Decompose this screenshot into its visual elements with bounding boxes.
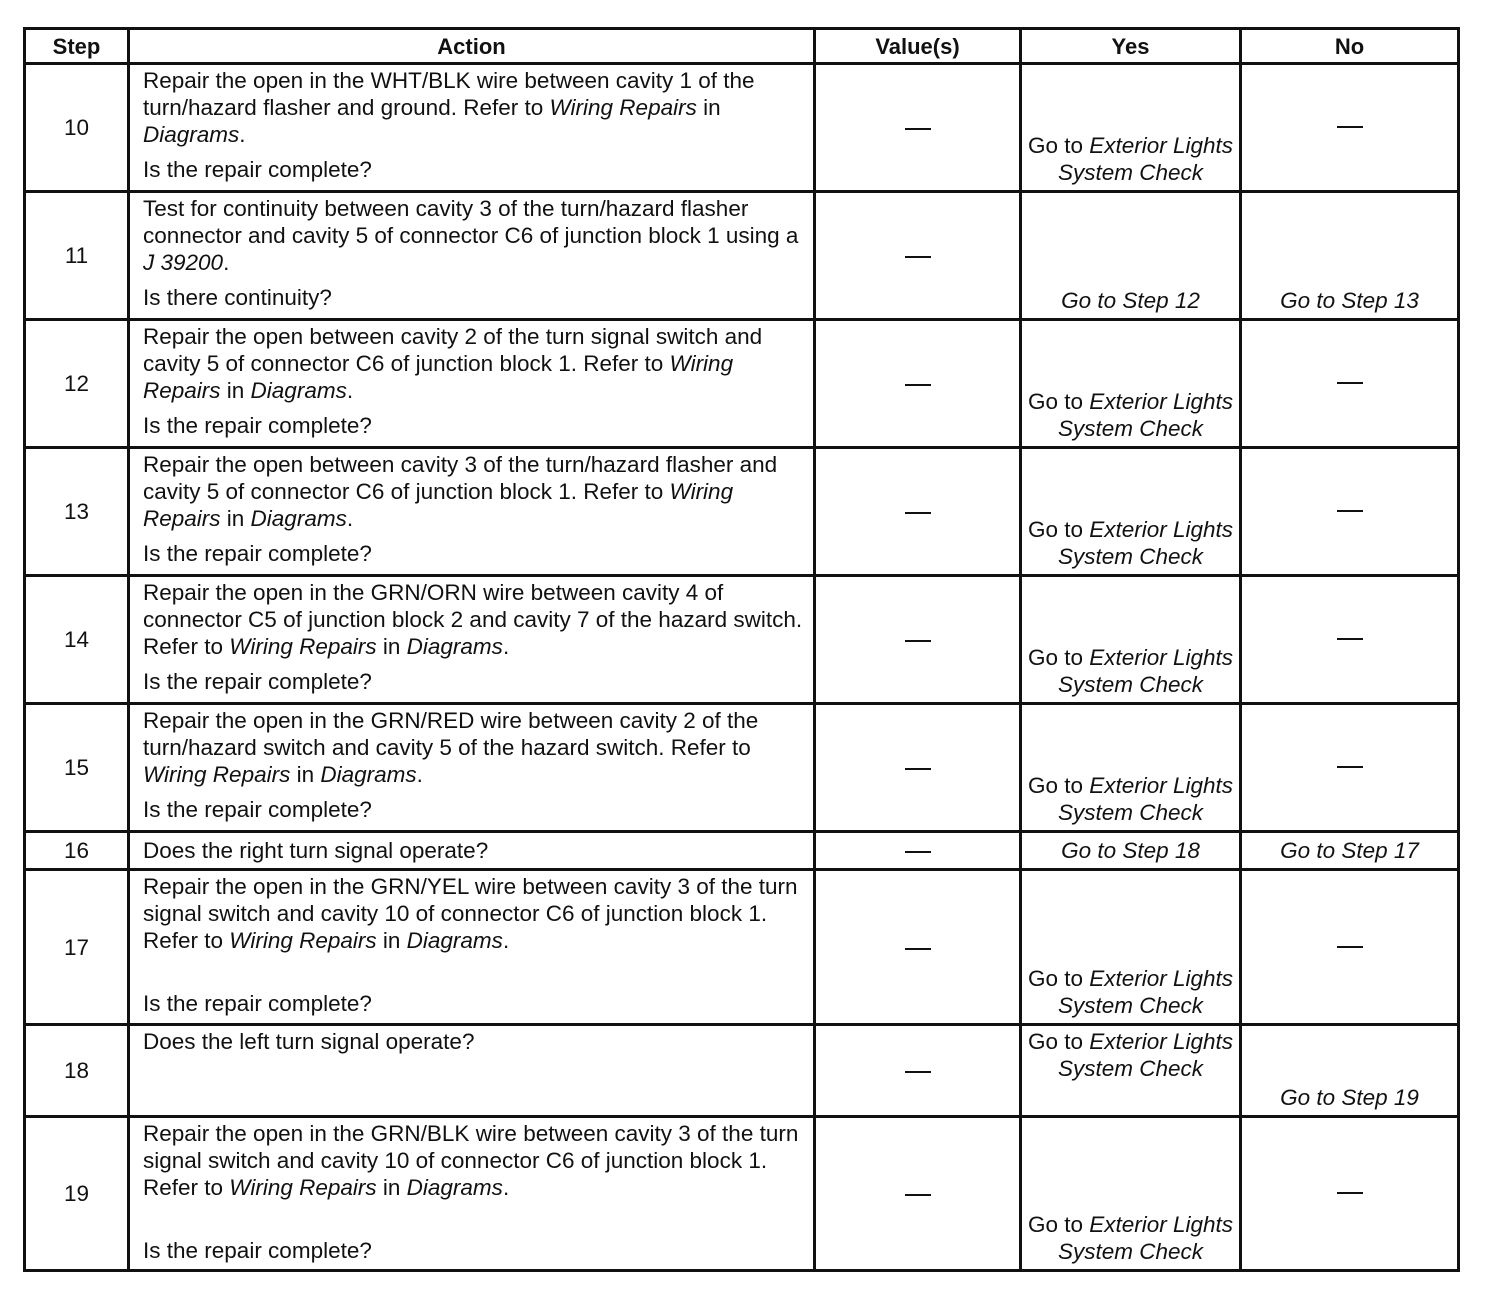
value-cell <box>815 870 1021 1025</box>
step-cell: 15 <box>25 704 129 832</box>
yes-text: Go to Exterior Lights System Check <box>1027 645 1234 697</box>
step-cell: 12 <box>25 320 129 448</box>
value-text <box>905 243 931 268</box>
action-cell <box>129 870 815 1025</box>
dash-mark <box>1337 126 1363 128</box>
italic-reference: Go to Step 19 <box>1280 1085 1419 1110</box>
no-cell <box>1241 704 1459 832</box>
dash-mark <box>905 256 931 258</box>
no-cell <box>1241 1117 1459 1271</box>
action-question: Is the repair complete? <box>143 1238 372 1263</box>
diagnostic-table <box>23 27 1460 1272</box>
yes-text: Go to Exterior Lights System Check <box>1027 1212 1234 1264</box>
no-cell <box>1241 320 1459 448</box>
italic-reference: Go to Step 17 <box>1280 838 1419 863</box>
no-cell <box>1241 1025 1459 1117</box>
step-cell: 11 <box>25 192 129 320</box>
table-row <box>25 1025 1459 1117</box>
table-row <box>25 64 1459 192</box>
yes-cell <box>1021 192 1241 320</box>
action-cell <box>129 576 815 704</box>
dash-mark <box>1337 1192 1363 1194</box>
step-cell: 17 <box>25 870 129 1025</box>
action-cell <box>129 1117 815 1271</box>
step-cell: 16 <box>25 832 129 870</box>
table-body <box>25 64 1459 1271</box>
yes-text: Go to Exterior Lights System Check <box>1027 517 1234 569</box>
action-question: Is the repair complete? <box>143 413 372 438</box>
value-text <box>905 1181 931 1206</box>
yes-text <box>1061 838 1200 863</box>
action-cell <box>129 320 815 448</box>
value-text <box>905 755 931 780</box>
action-text: Does the left turn signal operate? <box>143 1029 475 1054</box>
yes-cell <box>1021 64 1241 192</box>
italic-reference: Go to Step 12 <box>1061 288 1200 313</box>
table-row <box>25 192 1459 320</box>
dash-mark <box>905 128 931 130</box>
no-text <box>1337 1179 1363 1204</box>
header-no: No <box>1241 29 1459 64</box>
yes-cell <box>1021 320 1241 448</box>
italic-reference: Exterior Lights System Check <box>1057 1212 1234 1264</box>
italic-reference: Diagrams <box>250 378 347 403</box>
no-text <box>1337 369 1363 394</box>
header-yes: Yes <box>1021 29 1241 64</box>
action-text: Repair the open in the GRN/RED wire between cavity 2 of the turn/hazard switch and cavity 5 of the hazard switch. Refer to Wiring Repairs in Diagrams. <box>143 708 759 787</box>
value-text <box>905 1058 931 1083</box>
value-cell <box>815 1117 1021 1271</box>
yes-cell <box>1021 704 1241 832</box>
value-text <box>905 627 931 652</box>
table-row <box>25 832 1459 870</box>
step-cell: 19 <box>25 1117 129 1271</box>
italic-reference: Wiring Repairs <box>143 479 734 531</box>
italic-reference: Diagrams <box>320 762 417 787</box>
yes-text: Go to Exterior Lights System Check <box>1027 389 1234 441</box>
no-cell <box>1241 448 1459 576</box>
dash-mark <box>1337 510 1363 512</box>
step-cell: 13 <box>25 448 129 576</box>
no-cell <box>1241 870 1459 1025</box>
action-cell <box>129 64 815 192</box>
action-text: Repair the open in the GRN/ORN wire between cavity 4 of connector C5 of junction block 2 and cavity 7 of the hazard switch. Refer to Wiring Repairs in Diagrams. <box>143 580 803 659</box>
table-row <box>25 320 1459 448</box>
no-text <box>1337 497 1363 522</box>
value-cell <box>815 192 1021 320</box>
action-text: Repair the open in the GRN/BLK wire between cavity 3 of the turn signal switch and cavity 10 of connector C6 of junction block 1. Refer to Wiring Repairs in Diagrams. <box>143 1121 799 1200</box>
no-text <box>1337 753 1363 778</box>
yes-text: Go to Exterior Lights System Check <box>1027 773 1234 825</box>
italic-reference: Wiring Repairs <box>229 928 377 953</box>
header-action: Action <box>129 29 815 64</box>
dash-mark <box>905 512 931 514</box>
italic-reference: Diagrams <box>406 634 503 659</box>
yes-text <box>1061 288 1200 313</box>
yes-cell <box>1021 448 1241 576</box>
italic-reference: Diagrams <box>250 506 347 531</box>
step-cell: 14 <box>25 576 129 704</box>
dash-mark <box>905 851 931 853</box>
table-row <box>25 448 1459 576</box>
action-text: Repair the open between cavity 3 of the turn/hazard flasher and cavity 5 of connector C6 of junction block 1. Refer to Wiring Repairs in Diagrams. <box>143 452 778 531</box>
yes-text: Go to Exterior Lights System Check <box>1027 966 1234 1018</box>
italic-reference: Exterior Lights System Check <box>1057 517 1234 569</box>
value-text <box>905 499 931 524</box>
italic-reference: Diagrams <box>406 1175 503 1200</box>
step-cell: 18 <box>25 1025 129 1117</box>
italic-reference: Wiring Repairs <box>143 351 734 403</box>
no-text <box>1280 1085 1419 1110</box>
value-text <box>905 838 931 863</box>
italic-reference: Diagrams <box>406 928 503 953</box>
yes-cell <box>1021 576 1241 704</box>
yes-cell <box>1021 870 1241 1025</box>
action-question: Is the repair complete? <box>143 669 372 694</box>
value-cell <box>815 576 1021 704</box>
action-question: Is the repair complete? <box>143 541 372 566</box>
italic-reference: Wiring Repairs <box>229 1175 377 1200</box>
italic-reference: J 39200 <box>143 250 224 275</box>
value-text <box>905 935 931 960</box>
action-cell <box>129 192 815 320</box>
no-text <box>1337 933 1363 958</box>
no-cell <box>1241 832 1459 870</box>
italic-reference: Exterior Lights System Check <box>1057 645 1234 697</box>
yes-cell <box>1021 1117 1241 1271</box>
value-text <box>905 371 931 396</box>
no-text <box>1280 838 1419 863</box>
dash-mark <box>905 640 931 642</box>
dash-mark <box>1337 766 1363 768</box>
dash-mark <box>905 1194 931 1196</box>
action-question: Is the repair complete? <box>143 991 372 1016</box>
table-row <box>25 576 1459 704</box>
italic-reference: Diagrams <box>143 122 240 147</box>
action-question: Is there continuity? <box>143 285 332 310</box>
dash-mark <box>1337 946 1363 948</box>
yes-cell <box>1021 1025 1241 1117</box>
dash-mark <box>905 1071 931 1073</box>
action-text: Repair the open between cavity 2 of the turn signal switch and cavity 5 of connector C6 of junction block 1. Refer to Wiring Repairs in Diagrams. <box>143 324 763 403</box>
dash-mark <box>1337 638 1363 640</box>
italic-reference: Exterior Lights System Check <box>1057 773 1234 825</box>
dash-mark <box>1337 382 1363 384</box>
value-cell <box>815 1025 1021 1117</box>
no-text <box>1337 113 1363 138</box>
italic-reference: Wiring Repairs <box>549 95 697 120</box>
action-text: Test for continuity between cavity 3 of the turn/hazard flasher connector and cavity 5 of connector C6 of junction block 1 using a J 39200. <box>143 196 799 275</box>
action-text: Repair the open in the WHT/BLK wire between cavity 1 of the turn/hazard flasher and ground. Refer to Wiring Repairs in Diagrams. <box>143 68 755 147</box>
italic-reference: Go to Step 13 <box>1280 288 1419 313</box>
dash-mark <box>905 384 931 386</box>
action-cell <box>129 832 815 870</box>
value-cell <box>815 832 1021 870</box>
italic-reference: Exterior Lights System Check <box>1057 966 1234 1018</box>
action-text: Repair the open in the GRN/YEL wire between cavity 3 of the turn signal switch and cavity 10 of connector C6 of junction block 1. Refer to Wiring Repairs in Diagrams. <box>143 874 798 953</box>
yes-cell <box>1021 832 1241 870</box>
table-row <box>25 704 1459 832</box>
action-cell <box>129 448 815 576</box>
no-text <box>1337 625 1363 650</box>
table-row <box>25 870 1459 1025</box>
italic-reference: Go to Step 18 <box>1061 838 1200 863</box>
italic-reference: Wiring Repairs <box>229 634 377 659</box>
italic-reference: Exterior Lights System Check <box>1057 1029 1234 1081</box>
no-cell <box>1241 192 1459 320</box>
action-cell <box>129 1025 815 1117</box>
table-header-row <box>25 29 1459 64</box>
value-cell <box>815 64 1021 192</box>
dash-mark <box>905 768 931 770</box>
value-cell <box>815 704 1021 832</box>
action-text: Does the right turn signal operate? <box>143 838 489 863</box>
value-cell <box>815 320 1021 448</box>
yes-text: Go to Exterior Lights System Check <box>1027 133 1234 185</box>
no-cell <box>1241 576 1459 704</box>
no-cell <box>1241 64 1459 192</box>
value-text <box>905 115 931 140</box>
header-values: Value(s) <box>815 29 1021 64</box>
yes-text: Go to Exterior Lights System Check <box>1027 1029 1234 1081</box>
header-step: Step <box>25 29 129 64</box>
action-question: Is the repair complete? <box>143 797 372 822</box>
action-cell <box>129 704 815 832</box>
table-row <box>25 1117 1459 1271</box>
value-cell <box>815 448 1021 576</box>
step-cell: 10 <box>25 64 129 192</box>
action-question: Is the repair complete? <box>143 157 372 182</box>
no-text <box>1280 288 1419 313</box>
dash-mark <box>905 948 931 950</box>
italic-reference: Exterior Lights System Check <box>1057 133 1234 185</box>
italic-reference: Wiring Repairs <box>143 762 291 787</box>
italic-reference: Exterior Lights System Check <box>1057 389 1234 441</box>
